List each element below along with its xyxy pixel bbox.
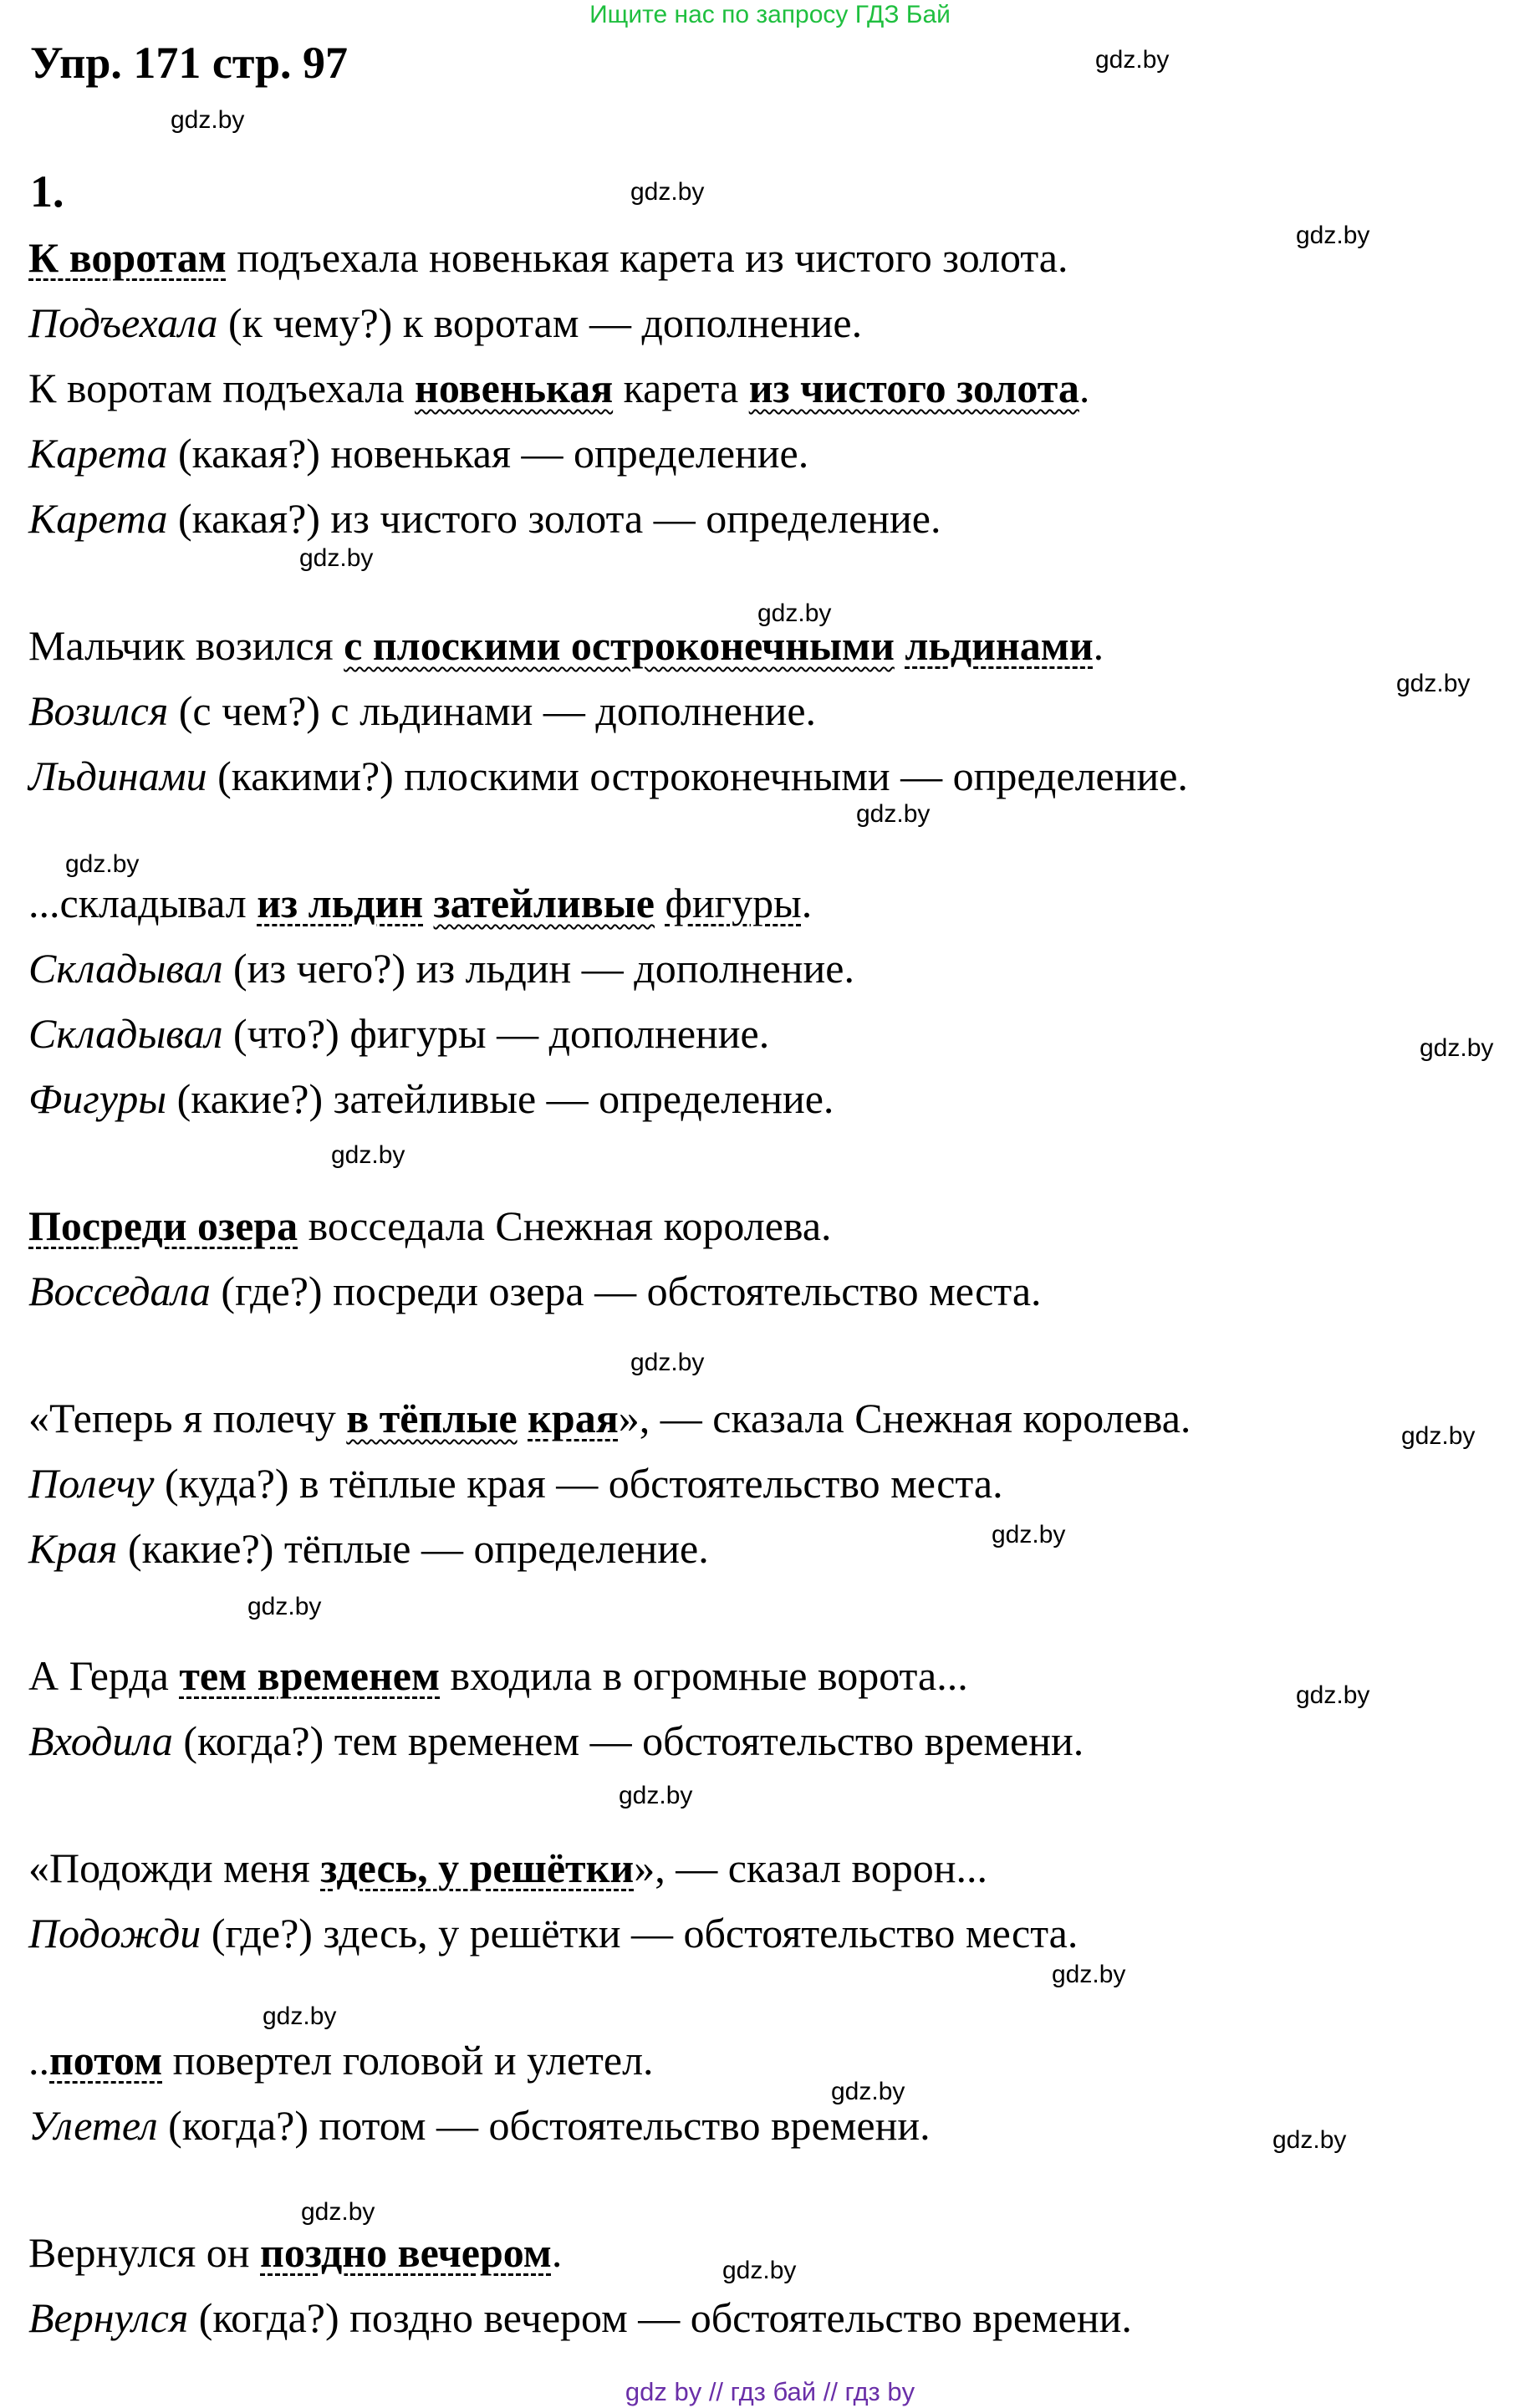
analysis-line: Складывал (из чего?) из льдин — дополнение. xyxy=(28,945,854,992)
example-sentence: «Теперь я полечу в тёплые края», — сказала Снежная королева. xyxy=(28,1395,1191,1441)
analysis-line: Льдинами (какими?) плоскими остроконечными — определение. xyxy=(28,752,1188,799)
analysis-line: Подъехала (к чему?) к воротам — дополнение. xyxy=(28,299,863,346)
watermark: gdz.by xyxy=(831,2078,905,2105)
analysis-line: Фигуры (какие?) затейливые — определение. xyxy=(28,1075,834,1122)
analysis-line: Возился (с чем?) с льдинами — дополнение. xyxy=(28,687,817,734)
highlight-dop: льдинами xyxy=(905,622,1094,669)
highlight-obs: здесь, у решётки xyxy=(320,1844,635,1891)
watermark: gdz.by xyxy=(619,1782,693,1809)
example-sentence: К воротам подъехала новенькая карета из чистого золота. xyxy=(28,365,1090,411)
highlight-obs: Посреди озера xyxy=(28,1202,298,1249)
watermark: gdz.by xyxy=(630,1349,705,1376)
highlight-obs: края xyxy=(528,1395,619,1441)
analysis-line: Карета (какая?) новенькая — определение. xyxy=(28,430,809,477)
example-sentence: А Герда тем временем входила в огромные ворота... xyxy=(28,1652,968,1699)
watermark: gdz.by xyxy=(1272,2126,1347,2154)
watermark: gdz.by xyxy=(299,544,374,572)
watermark: gdz.by xyxy=(65,850,140,878)
example-sentence: ...складывал из льдин затейливые фигуры. xyxy=(28,880,813,926)
highlight-obs: потом xyxy=(49,2037,163,2084)
highlight-opr: новенькая xyxy=(415,365,614,411)
footer-links[interactable]: gdz by // гдз бай // гдз by xyxy=(625,2377,915,2406)
analysis-line: Подожди (где?) здесь, у решётки — обстоятельство места. xyxy=(28,1910,1079,1956)
highlight-dop: из льдин xyxy=(257,880,424,926)
analysis-line: Улетел (когда?) потом — обстоятельство времени. xyxy=(28,2102,931,2149)
analysis-line: Входила (когда?) тем временем — обстоятельство времени. xyxy=(28,1717,1084,1764)
watermark: gdz.by xyxy=(263,2002,337,2030)
analysis-line: Карета (какая?) из чистого золота — определение. xyxy=(28,495,941,542)
watermark: gdz.by xyxy=(992,1521,1066,1548)
page-title: Упр. 171 стр. 97 xyxy=(30,38,349,88)
watermark: gdz.by xyxy=(301,2198,375,2226)
watermark: gdz.by xyxy=(856,800,931,828)
example-sentence: К воротам подъехала новенькая карета из чистого золота. xyxy=(28,234,1068,281)
highlight-obs: тем временем xyxy=(179,1652,440,1699)
watermark: gdz.by xyxy=(1095,46,1170,74)
watermark: gdz.by xyxy=(171,106,245,134)
promo-banner[interactable]: Ищите нас по запросу ГДЗ Бай xyxy=(589,1,951,28)
highlight-obs: поздно вечером xyxy=(260,2229,552,2276)
highlight-opr: затейливые xyxy=(433,880,655,926)
watermark: gdz.by xyxy=(1420,1034,1494,1062)
watermark: gdz.by xyxy=(247,1593,322,1620)
watermark: gdz.by xyxy=(1296,1681,1370,1709)
highlight-dop: К воротам xyxy=(28,234,227,281)
analysis-line: Складывал (что?) фигуры — дополнение. xyxy=(28,1010,770,1057)
analysis-line: Вернулся (когда?) поздно вечером — обстоятельство времени. xyxy=(28,2294,1132,2341)
example-sentence: ..потом повертел головой и улетел. xyxy=(28,2037,654,2084)
example-sentence: Мальчик возился с плоскими остроконечными льдинами. xyxy=(28,622,1104,669)
watermark: gdz.by xyxy=(722,2257,797,2284)
watermark: gdz.by xyxy=(331,1141,405,1169)
watermark: gdz.by xyxy=(1296,222,1370,249)
section-number: 1. xyxy=(30,166,64,217)
example-sentence: Вернулся он поздно вечером. xyxy=(28,2229,563,2276)
analysis-line: Восседала (где?) посреди озера — обстоятельство места. xyxy=(28,1268,1042,1314)
watermark: gdz.by xyxy=(1396,670,1471,697)
example-sentence: Посреди озера восседала Снежная королева. xyxy=(28,1202,832,1249)
highlight-opr: из чистого золота xyxy=(748,365,1079,411)
highlight-opr: в тёплые xyxy=(346,1395,518,1441)
example-sentence: «Подожди меня здесь, у решётки», — сказал ворон... xyxy=(28,1844,987,1891)
watermark: gdz.by xyxy=(630,178,705,206)
watermark: gdz.by xyxy=(1401,1422,1476,1450)
watermark: gdz.by xyxy=(757,599,832,627)
highlight-dop: фигуры xyxy=(665,880,802,926)
highlight-opr: с плоскими остроконечными xyxy=(344,622,895,669)
watermark: gdz.by xyxy=(1052,1961,1126,1988)
analysis-line: Полечу (куда?) в тёплые края — обстоятельство места. xyxy=(28,1460,1003,1507)
analysis-line: Края (какие?) тёплые — определение. xyxy=(28,1525,709,1572)
